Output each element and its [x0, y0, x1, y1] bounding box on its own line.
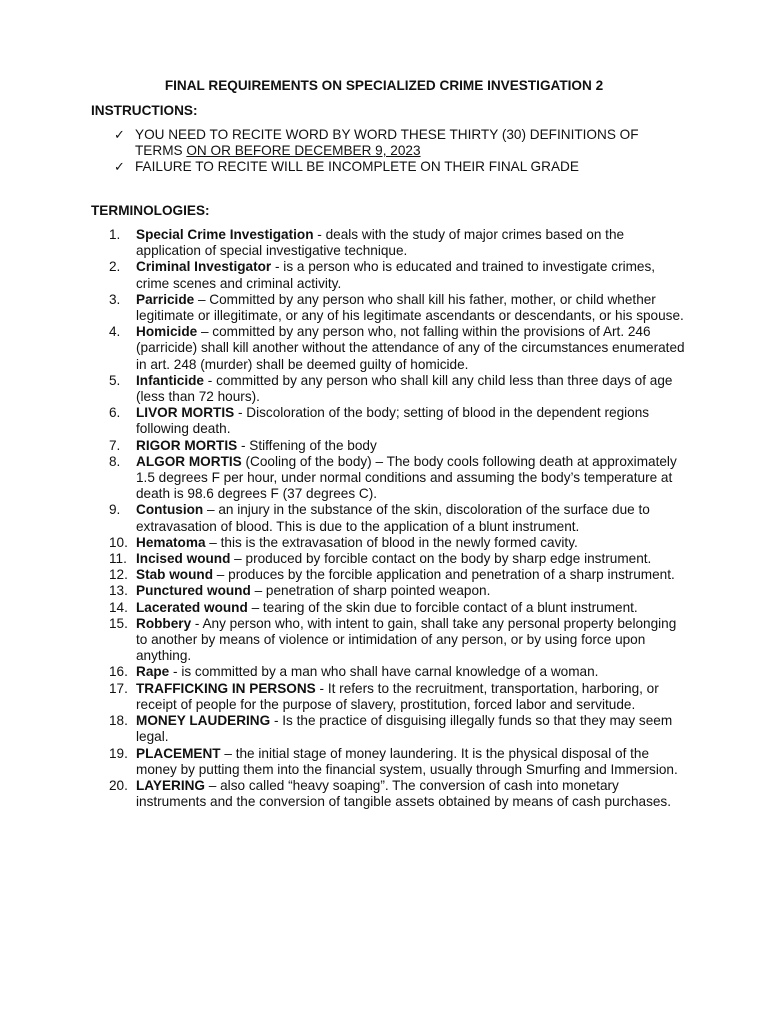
term-item [91, 551, 691, 567]
term-word: Criminal Investigator [136, 259, 272, 275]
term-item [91, 405, 691, 437]
term-word: Lacerated wound [136, 599, 248, 615]
checkmark-icon: ✓ [114, 127, 125, 142]
term-word: LIVOR MORTIS [136, 405, 235, 421]
instruction-deadline: ON OR BEFORE DECEMBER 9, 2023 [186, 143, 421, 159]
instruction-text: FAILURE TO RECITE WILL BE INCOMPLETE ON THEIR FINAL GRADE [135, 159, 579, 175]
term-number: 2. [109, 259, 121, 275]
term-word: Punctured wound [136, 583, 251, 599]
term-definition: - is committed by a man who shall have carnal knowledge of a woman. [169, 664, 599, 680]
term-word: ALGOR MORTIS [136, 453, 242, 469]
term-number: 3. [109, 291, 121, 307]
term-item [91, 664, 691, 680]
document-title: FINAL REQUIREMENTS ON SPECIALIZED CRIME INVESTIGATION 2 [164, 78, 604, 93]
term-number: 14. [109, 599, 128, 615]
term-number: 17. [109, 680, 128, 696]
term-number: 7. [109, 437, 121, 453]
term-word: TRAFFICKING IN PERSONS [136, 680, 316, 696]
term-definition: - Discoloration of the body; setting of blood in the dependent regions following death. [136, 405, 650, 437]
term-item [91, 600, 691, 616]
term-number: 1. [109, 227, 121, 242]
term-definition: – produced by forcible contact on the body by sharp edge instrument. [230, 551, 652, 567]
term-definition: – tearing of the skin due to forcible contact of a blunt instrument. [247, 599, 638, 615]
term-number: 8. [109, 453, 121, 469]
term-item [91, 535, 691, 551]
term-item [91, 713, 691, 745]
term-item [91, 746, 691, 778]
term-word: Robbery [136, 615, 192, 631]
term-word: MONEY LAUDERING [136, 713, 271, 729]
term-item [91, 616, 691, 665]
term-definition: – also called “heavy soaping”. The conversion of cash into monetary instruments and the conversion of tangible assets obtained by means of cash purchases. [136, 777, 672, 810]
term-definition: – the initial stage of money laundering. It is the physical disposal of the money by putting them into the financial system, usually through Smurfing and Immersion. [136, 745, 678, 777]
term-definition: - committed by any person who shall kill any child less than three days of age (less than 72 hours). [136, 372, 673, 405]
term-number: 19. [109, 745, 128, 761]
instruction-item [114, 127, 684, 159]
term-word: RIGOR MORTIS [136, 437, 238, 453]
term-item [91, 681, 691, 713]
instructions-list [114, 127, 684, 176]
term-number: 20. [109, 777, 128, 793]
term-item [91, 292, 691, 324]
term-item [91, 502, 691, 534]
term-number: 15. [109, 615, 128, 631]
term-number: 10. [109, 534, 128, 550]
term-number: 5. [109, 372, 121, 388]
term-definition: - Any person who, with intent to gain, shall take any personal property belonging to another by means of violence or intimidation of any person, or by using force upon anything. [136, 615, 677, 664]
term-word: Incised wound [136, 551, 231, 567]
term-item [91, 227, 691, 259]
term-item [91, 567, 691, 583]
term-word: Hematoma [136, 534, 206, 550]
term-item [91, 259, 691, 291]
term-definition: - deals with the study of major crimes based on the application of special investigative technique. [136, 227, 625, 259]
term-number: 6. [109, 405, 121, 421]
term-item [91, 583, 691, 599]
term-number: 4. [109, 324, 121, 340]
term-word: Special Crime Investigation [136, 227, 314, 242]
instructions-heading: INSTRUCTIONS: [91, 103, 198, 118]
term-word: LAYERING [136, 777, 205, 793]
term-word: Contusion [136, 502, 204, 518]
term-number: 13. [109, 583, 128, 599]
term-definition: - Stiffening of the body [237, 437, 377, 453]
term-number: 16. [109, 664, 128, 680]
term-word: Stab wound [136, 567, 214, 583]
term-definition: – produces by the forcible application and penetration of a sharp instrument. [213, 567, 675, 583]
term-word: Rape [136, 664, 170, 680]
term-definition: – penetration of sharp pointed weapon. [250, 583, 491, 599]
term-number: 9. [109, 502, 121, 518]
term-item [91, 324, 691, 373]
term-item [91, 454, 691, 503]
checkmark-icon: ✓ [114, 159, 125, 175]
term-item [91, 438, 691, 454]
term-word: PLACEMENT [136, 745, 221, 761]
term-word: Infanticide [136, 372, 204, 388]
term-word: Homicide [136, 324, 198, 340]
term-definition: – Committed by any person who shall kill his father, mother, or child whether legitimate or illegitimate, or any of his legitimate ascendants or descendants, or his spouse. [136, 291, 684, 324]
instruction-text: YOU NEED TO RECITE WORD BY WORD THESE THIRTY (30) DEFINITIONS OF TERMS [135, 127, 639, 159]
term-definition: (Cooling of the body) – The body cools following death at approximately 1.5 degrees F per hour, under normal conditions and assuming the body’s temperature at death is 98.6 degrees F (37 degrees C). [136, 453, 677, 502]
term-word: Parricide [136, 291, 195, 307]
term-definition: – committed by any person who, not falling within the provisions of Art. 246 (parricide) shall kill another without the attendance of any of the circumstances enumerated in art. 248 (murder) shall be deemed guilty of homicide. [136, 324, 685, 372]
term-item [91, 778, 691, 810]
term-number: 12. [109, 567, 128, 583]
term-number: 11. [109, 551, 127, 567]
term-item [91, 373, 691, 405]
term-definition: – an injury in the substance of the skin, discoloration of the surface due to extravasation of blood. This is due to the application of a blunt instrument. [136, 502, 650, 534]
term-definition: - It refers to the recruitment, transportation, harboring, or receipt of people for the purpose of slavery, prostitution, forced labor and servitude. [136, 680, 659, 712]
terminologies-list [91, 227, 691, 810]
terminologies-heading: TERMINOLOGIES: [91, 203, 210, 218]
term-definition: – this is the extravasation of blood in the newly formed cavity. [205, 534, 578, 550]
term-definition: - Is the practice of disguising illegally funds so that they may seem legal. [136, 713, 673, 745]
instruction-item [114, 159, 684, 175]
term-definition: - is a person who is educated and trained to investigate crimes, crime scenes and criminal activity. [136, 259, 656, 291]
term-number: 18. [109, 713, 128, 729]
